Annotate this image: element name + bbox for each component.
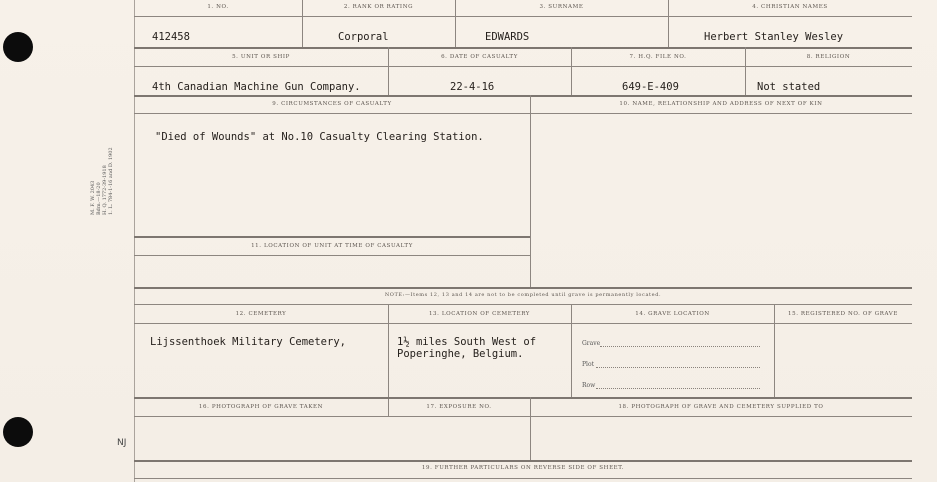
location-of-cemetery-value: 1½ miles South West of Poperinghe, Belgium. (397, 336, 537, 360)
rule (134, 66, 912, 67)
header-christian-names: 4. CHRISTIAN NAMES (752, 4, 828, 10)
punch-hole-top (3, 32, 33, 62)
margin-note: NJ (117, 438, 127, 448)
rule (134, 16, 912, 17)
service-number: 412458 (152, 31, 190, 43)
row-label: Row (582, 382, 596, 389)
side-print-line: H. Q. 1772-39-1918 (102, 165, 108, 215)
header-photograph-taken: 16. PHOTOGRAPH OF GRAVE TAKEN (198, 404, 324, 410)
grave-label: Grave (582, 340, 601, 347)
header-religion: 8. RELIGION (806, 54, 851, 60)
circumstances-value: "Died of Wounds" at No.10 Casualty Clearing Station. (155, 131, 484, 143)
rule (134, 47, 912, 49)
surname-value: EDWARDS (485, 31, 530, 43)
header-location-of-cemetery: 13. LOCATION OF CEMETERY (428, 311, 531, 317)
rule (134, 323, 912, 324)
rank-value: Corporal (338, 31, 389, 43)
christian-names-value: Herbert Stanley Wesley (704, 31, 844, 43)
rule (134, 460, 912, 462)
rule (134, 236, 530, 238)
rule (134, 397, 912, 399)
plot-line (596, 367, 760, 368)
header-grave-location: 14. GRAVE LOCATION (635, 311, 710, 317)
note-text: NOTE:—Items 12, 13 and 14 are not to be completed until grave is permanently located. (384, 292, 662, 298)
punch-hole-bottom (3, 417, 33, 447)
header-next-of-kin: 10. NAME, RELATIONSHIP AND ADDRESS OF NEXT OF KIN (619, 101, 823, 107)
header-exposure-no: 17. EXPOSURE NO. (426, 404, 492, 410)
rule (134, 478, 912, 479)
header-no: 1. NO. (207, 4, 229, 10)
cemetery-value: Lijssenthoek Military Cemetery, (150, 336, 346, 348)
header-hq-file: 7. H.Q. FILE NO. (629, 54, 687, 60)
rule (134, 255, 530, 256)
header-unit: 5. UNIT OR SHIP (232, 54, 290, 60)
rule (571, 305, 572, 397)
footer-further-particulars: 19. FURTHER PARTICULARS ON REVERSE SIDE OF SHEET. (421, 465, 625, 471)
header-location-of-unit: 11. LOCATION OF UNIT AT TIME OF CASUALTY (251, 243, 413, 249)
header-registered-no: 15. REGISTERED NO. OF GRAVE (788, 311, 898, 317)
hq-file-value: 649-E-409 (622, 81, 679, 93)
rule (134, 113, 912, 114)
rule (134, 304, 912, 305)
plot-label: Plot (582, 361, 594, 368)
date-value: 22-4-16 (450, 81, 495, 93)
header-photograph-supplied: 18. PHOTOGRAPH OF GRAVE AND CEMETERY SUPPLIED TO (618, 404, 824, 410)
header-date: 6. DATE OF CASUALTY (441, 54, 518, 60)
side-print-line: Bdm.—18-20 (96, 182, 102, 215)
side-print-line: M. F. W. 2043 (90, 180, 96, 215)
side-print-line: 1. L. 784-1-16 and D. 1902 (108, 147, 114, 215)
header-circumstances: 9. CIRCUMSTANCES OF CASUALTY (272, 101, 392, 107)
rule (134, 416, 912, 417)
grave-line (600, 346, 760, 347)
header-cemetery: 12. CEMETERY (235, 311, 287, 317)
row-line (596, 388, 760, 389)
rule (134, 95, 912, 97)
rule (530, 95, 531, 287)
rule (388, 305, 389, 417)
rule (134, 287, 912, 289)
side-print (90, 147, 114, 215)
header-rank: 2. RANK OR RATING (343, 4, 414, 10)
rule (774, 305, 775, 397)
unit-value: 4th Canadian Machine Gun Company. (152, 81, 361, 93)
header-surname: 3. SURNAME (539, 4, 584, 10)
religion-value: Not stated (757, 81, 821, 93)
